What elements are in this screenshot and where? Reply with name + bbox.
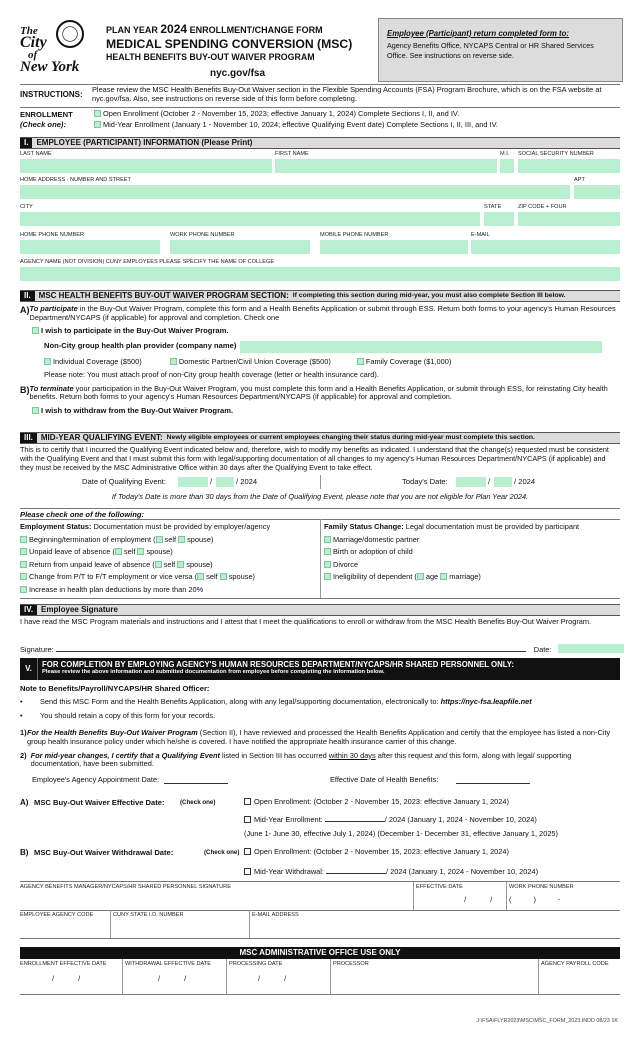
emp-return-leave-self-checkbox[interactable] xyxy=(155,561,162,568)
company-name-field[interactable] xyxy=(240,341,602,353)
admin-withdrawal-date-field[interactable]: / / xyxy=(158,974,187,983)
footer-file-code: J:\FSA\FLYR2023\MSC\MSC_FORM_2023.INDD 08/23 1K xyxy=(476,1018,618,1024)
section-2-header: II. MSC HEALTH BENEFITS BUY-OUT WAIVER PROGRAM SECTION: If completing this section during mid-year, you must also complete Section III below. xyxy=(20,290,620,302)
section-3-body: This is to certify that I incurred the Qualifying Event indicated below and, therefore, wish to modify my benefits as indicated. I understand that the change(s) requested must be consistent with the Qualifying Event and that I must submit this form with legal/supporting documentation of all changes to my agency's Human Resources Department/NYCAPS (if applicable) and they must be received by the MSC Administrative Office within 30 days after the Qualifying Event to take effect. Date of Qualifying Event: / / 2024 Today's Date: / / 2024 If Today's Date is more than 30 days from the Date of Qualifying Event, please note that you are not eligible for Plan Year 2024. xyxy=(20,445,609,502)
admin-office-table: ENROLLMENT EFFECTIVE DATE / / WITHDRAWAL EFFECTIVE DATE / / PROCESSING DATE / / PROCESSOR AGENCY PAYROLL CODE xyxy=(20,959,620,995)
manager-signature-field[interactable] xyxy=(20,892,412,906)
nyc-logo xyxy=(18,18,90,80)
logo-text-new-york: New York xyxy=(20,59,80,75)
manager-work-phone-field[interactable]: ( ) - xyxy=(509,895,561,904)
individual-coverage-checkbox[interactable] xyxy=(44,358,51,365)
fam-birth-adoption-checkbox[interactable] xyxy=(324,548,331,555)
manager-signature-table: AGENCY BENEFITS MANAGER/NYCAPS/HR SHARED PERSONNEL SIGNATURE EFFECTIVE DATE / / WORK PHONE NUMBER ( ) - EMPLOYEE AGENCY CODE CUNY STATE I.D. NUMBER E-MAIL ADDRESS xyxy=(20,882,620,938)
emp-return-leave-spouse-checkbox[interactable] xyxy=(177,561,184,568)
zip-field[interactable] xyxy=(518,212,620,226)
mobile-phone-field[interactable] xyxy=(320,240,468,254)
state-field[interactable] xyxy=(484,212,514,226)
admin-office-header: MSC ADMINISTRATIVE OFFICE USE ONLY xyxy=(20,947,620,959)
home-address-field[interactable] xyxy=(20,185,570,199)
emp-pt-ft-self-checkbox[interactable] xyxy=(197,573,204,580)
b-open-enrollment-checkbox[interactable] xyxy=(244,848,251,855)
email-field[interactable] xyxy=(471,240,620,254)
fam-divorce-checkbox[interactable] xyxy=(324,561,331,568)
admin-processing-date-field[interactable]: / / xyxy=(258,974,287,983)
manager-effective-date-field[interactable]: / / xyxy=(416,895,493,904)
health-benefits-effective-date-field[interactable] xyxy=(456,776,530,784)
b-midyear-withdrawal-checkbox[interactable] xyxy=(244,868,251,875)
b-midyear-date-field[interactable] xyxy=(326,866,386,874)
middle-initial-field[interactable] xyxy=(500,159,514,173)
waiver-withdrawal-date: B) MSC Buy-Out Waiver Withdrawal Date: (Check one) Open Enrollment: (October 2 - November 15, 2023: effective January 1, 2024) Mid-Year Withdrawal: / 2024 (January 1, 2024 - November 10, 2024) xyxy=(20,847,539,876)
logo-text-of: of xyxy=(28,49,38,61)
emp-deduction-increase-checkbox[interactable] xyxy=(20,586,27,593)
section-2-body: A) To participate in the Buy-Out Waiver Program, complete this form and a Health Benefits Application or submit through ESS. Return both forms to your agency's Human Resources Department/NYCAPS (if applicable) for approval and completion. Check one I wish to participate in the Buy-Out Waiver Program. Non-City group health plan provider (company name) Individual Coverage ($500) Domestic Partner/Civil Union Coverage ($500) Family Coverage ($1,000) Please note: You must attach proof of non-City group health coverage (letter or health insurance card). B) To terminate your participation in the Buy-Out Waiver Program, you must complete this form and a Health Benefits Application, or submit through ESS, for reinstating City health benefits. Return both forms to your agency's Human Resources Department/NYCAPS (if applicable) for approval and completion. I wish to withdraw from the Buy-Out Waiver Program. xyxy=(20,304,616,416)
leapfile-url[interactable]: https://nyc-fsa.leapfile.net xyxy=(440,697,532,707)
form-header: PLAN YEAR 2024 ENROLLMENT/CHANGE FORM MEDICAL SPENDING CONVERSION (MSC) HEALTH BENEFITS BUY-OUT WAIVER PROGRAM nyc.gov/fsa xyxy=(106,22,376,80)
withdraw-checkbox[interactable] xyxy=(32,407,39,414)
form-title: MEDICAL SPENDING CONVERSION (MSC) xyxy=(106,37,353,52)
last-name-field[interactable] xyxy=(20,159,272,173)
home-phone-field[interactable] xyxy=(20,240,160,254)
logo-text-the: The xyxy=(20,25,38,37)
qualifying-event-month[interactable] xyxy=(178,477,208,487)
emp-unpaid-leave-spouse-checkbox[interactable] xyxy=(137,548,144,555)
return-box: Employee (Participant) return completed form to: Agency Benefits Office, NYCAPS Central or HR Shared Services Office. See instructions on reverse side. xyxy=(378,18,623,82)
emp-unpaid-leave-self-checkbox[interactable] xyxy=(115,548,122,555)
employee-signature-field[interactable] xyxy=(56,644,526,652)
work-phone-field[interactable] xyxy=(170,240,310,254)
a-midyear-date-field[interactable] xyxy=(325,814,385,822)
emp-unpaid-leave-checkbox[interactable] xyxy=(20,548,27,555)
emp-pt-ft-spouse-checkbox[interactable] xyxy=(220,573,227,580)
section-5-header: V. FOR COMPLETION BY EMPLOYING AGENCY'S HUMAN RESOURCES DEPARTMENT/NYCAPS/HR SHARED PERSONNEL ONLY: Please review the above information and submitted documentation from employee before completing the information below. xyxy=(20,658,620,680)
section-1-header: I. EMPLOYEE (PARTICIPANT) INFORMATION (Please Print) xyxy=(20,137,620,149)
a-midyear-enrollment-checkbox[interactable] xyxy=(244,816,251,823)
open-enrollment-checkbox[interactable] xyxy=(94,110,101,117)
check-one-label: Please check one of the following: xyxy=(20,510,145,519)
city-field[interactable] xyxy=(20,212,480,226)
first-name-field[interactable] xyxy=(275,159,497,173)
family-coverage-checkbox[interactable] xyxy=(357,358,364,365)
fam-ineligibility-checkbox[interactable] xyxy=(324,573,331,580)
admin-enrollment-date-field[interactable]: / / xyxy=(52,974,81,983)
signature-row: Signature: Date: xyxy=(20,644,620,655)
emp-begin-term-spouse-checkbox[interactable] xyxy=(178,536,185,543)
fam-marriage-checkbox[interactable] xyxy=(324,536,331,543)
midyear-enrollment-checkbox[interactable] xyxy=(94,121,101,128)
signature-date-field[interactable] xyxy=(558,644,624,653)
waiver-effective-date: A) MSC Buy-Out Waiver Effective Date: (Check one) Open Enrollment: (October 2 - November 15, 2023: effective January 1, 2024) Mid-Year Enrollment: / 2024 (January 1, 2024 - November 10, 2024) (June 1- June 30, effective July 1, 2024) (December 1- December 31, effective January 1, 2025) xyxy=(20,797,558,838)
section-5-body: Note to Benefits/Payroll/NYCAPS/HR Shared Officer: • Send this MSC Form and the Health Benefits Application, along with any legal/supporting documentation, electronically to: https://nyc-fsa.leapfile.net • You should retain a copy of this form for your records. 1) For the Health Benefits Buy-Out Waiver Program (Section II), I have reviewed and processed the Health Benefits Application and certify that the employee has listed a non-City group health insurance policy under which he/she is covered. I have notified the appropriate health insurance carrier of this change. 2) For mid-year changes, I certify that a Qualifying Event listed in Section III has occurred within 30 days after this request and this form, along with legal/ supporting documentation, have been submitted. Employee's Agency Appointment Date: Effective Date of Health Benefits: xyxy=(20,684,611,785)
qualifying-event-day[interactable] xyxy=(216,477,234,487)
instructions: INSTRUCTIONS: Please review the MSC Health Benefits Buy-Out Waiver section in the Flexible Spending Accounts (FSA) Program Brochure, which is on the FSA website at nyc.gov/fsa. Also, see instructions on reverse side of this form before completing. xyxy=(20,85,602,103)
section-3-header: III. MID-YEAR QUALIFYING EVENT: Newly eligible employees or current employees changing their status during mid-year must complete this section. xyxy=(20,432,620,444)
apt-field[interactable] xyxy=(574,185,620,199)
agency-name-field[interactable] xyxy=(20,267,620,281)
attestation-text: I have read the MSC Program materials and instructions and I attest that I meet the qualifications to enroll or withdraw from the MSC Health Benefits Buy-Out Waiver Program. xyxy=(20,617,592,626)
emp-begin-term-checkbox[interactable] xyxy=(20,536,27,543)
family-status-list: Family Status Change: Legal documentation must be provided by participant Marriage/domestic partner Birth or adoption of child Divorce Ineligibility of dependent ( age marriage) xyxy=(324,522,580,582)
emp-return-leave-checkbox[interactable] xyxy=(20,561,27,568)
ssn-field[interactable] xyxy=(518,159,620,173)
todays-date-day[interactable] xyxy=(494,477,512,487)
emp-begin-term-self-checkbox[interactable] xyxy=(156,536,163,543)
participate-checkbox[interactable] xyxy=(32,327,39,334)
emp-pt-ft-checkbox[interactable] xyxy=(20,573,27,580)
todays-date-month[interactable] xyxy=(456,477,486,487)
fam-ineligibility-age-checkbox[interactable] xyxy=(417,573,424,580)
appointment-date-field[interactable] xyxy=(164,776,228,784)
domestic-partner-coverage-checkbox[interactable] xyxy=(170,358,177,365)
section-1-fields: LAST NAME FIRST NAME M.I. SOCIAL SECURITY NUMBER HOME ADDRESS - NUMBER AND STREET APT CITY STATE ZIP CODE + FOUR HOME PHONE NUMBER WORK PHONE NUMBER MOBILE PHONE NUMBER E-MAIL AGENCY NAME (NOT DIVISION) CUNY EMPLOYEES PLEASE SPECIFY THE NAME OF COLLEGE xyxy=(20,150,620,274)
fam-ineligibility-marriage-checkbox[interactable] xyxy=(440,573,447,580)
logo-text-city: City xyxy=(20,34,47,51)
section-4-header: IV. Employee Signature xyxy=(20,604,620,616)
a-open-enrollment-checkbox[interactable] xyxy=(244,798,251,805)
employment-status-list: Employment Status: Documentation must be provided by employer/agency Beginning/termination of employment ( self spouse) Unpaid leave of absence ( self spouse) Return from unpaid leave of absence ( self spouse) Change from P/T to F/T employment or vice versa ( self spouse) Increase in health plan deductions by more than 20% xyxy=(20,522,271,594)
fsa-url[interactable]: nyc.gov/fsa xyxy=(210,67,266,79)
